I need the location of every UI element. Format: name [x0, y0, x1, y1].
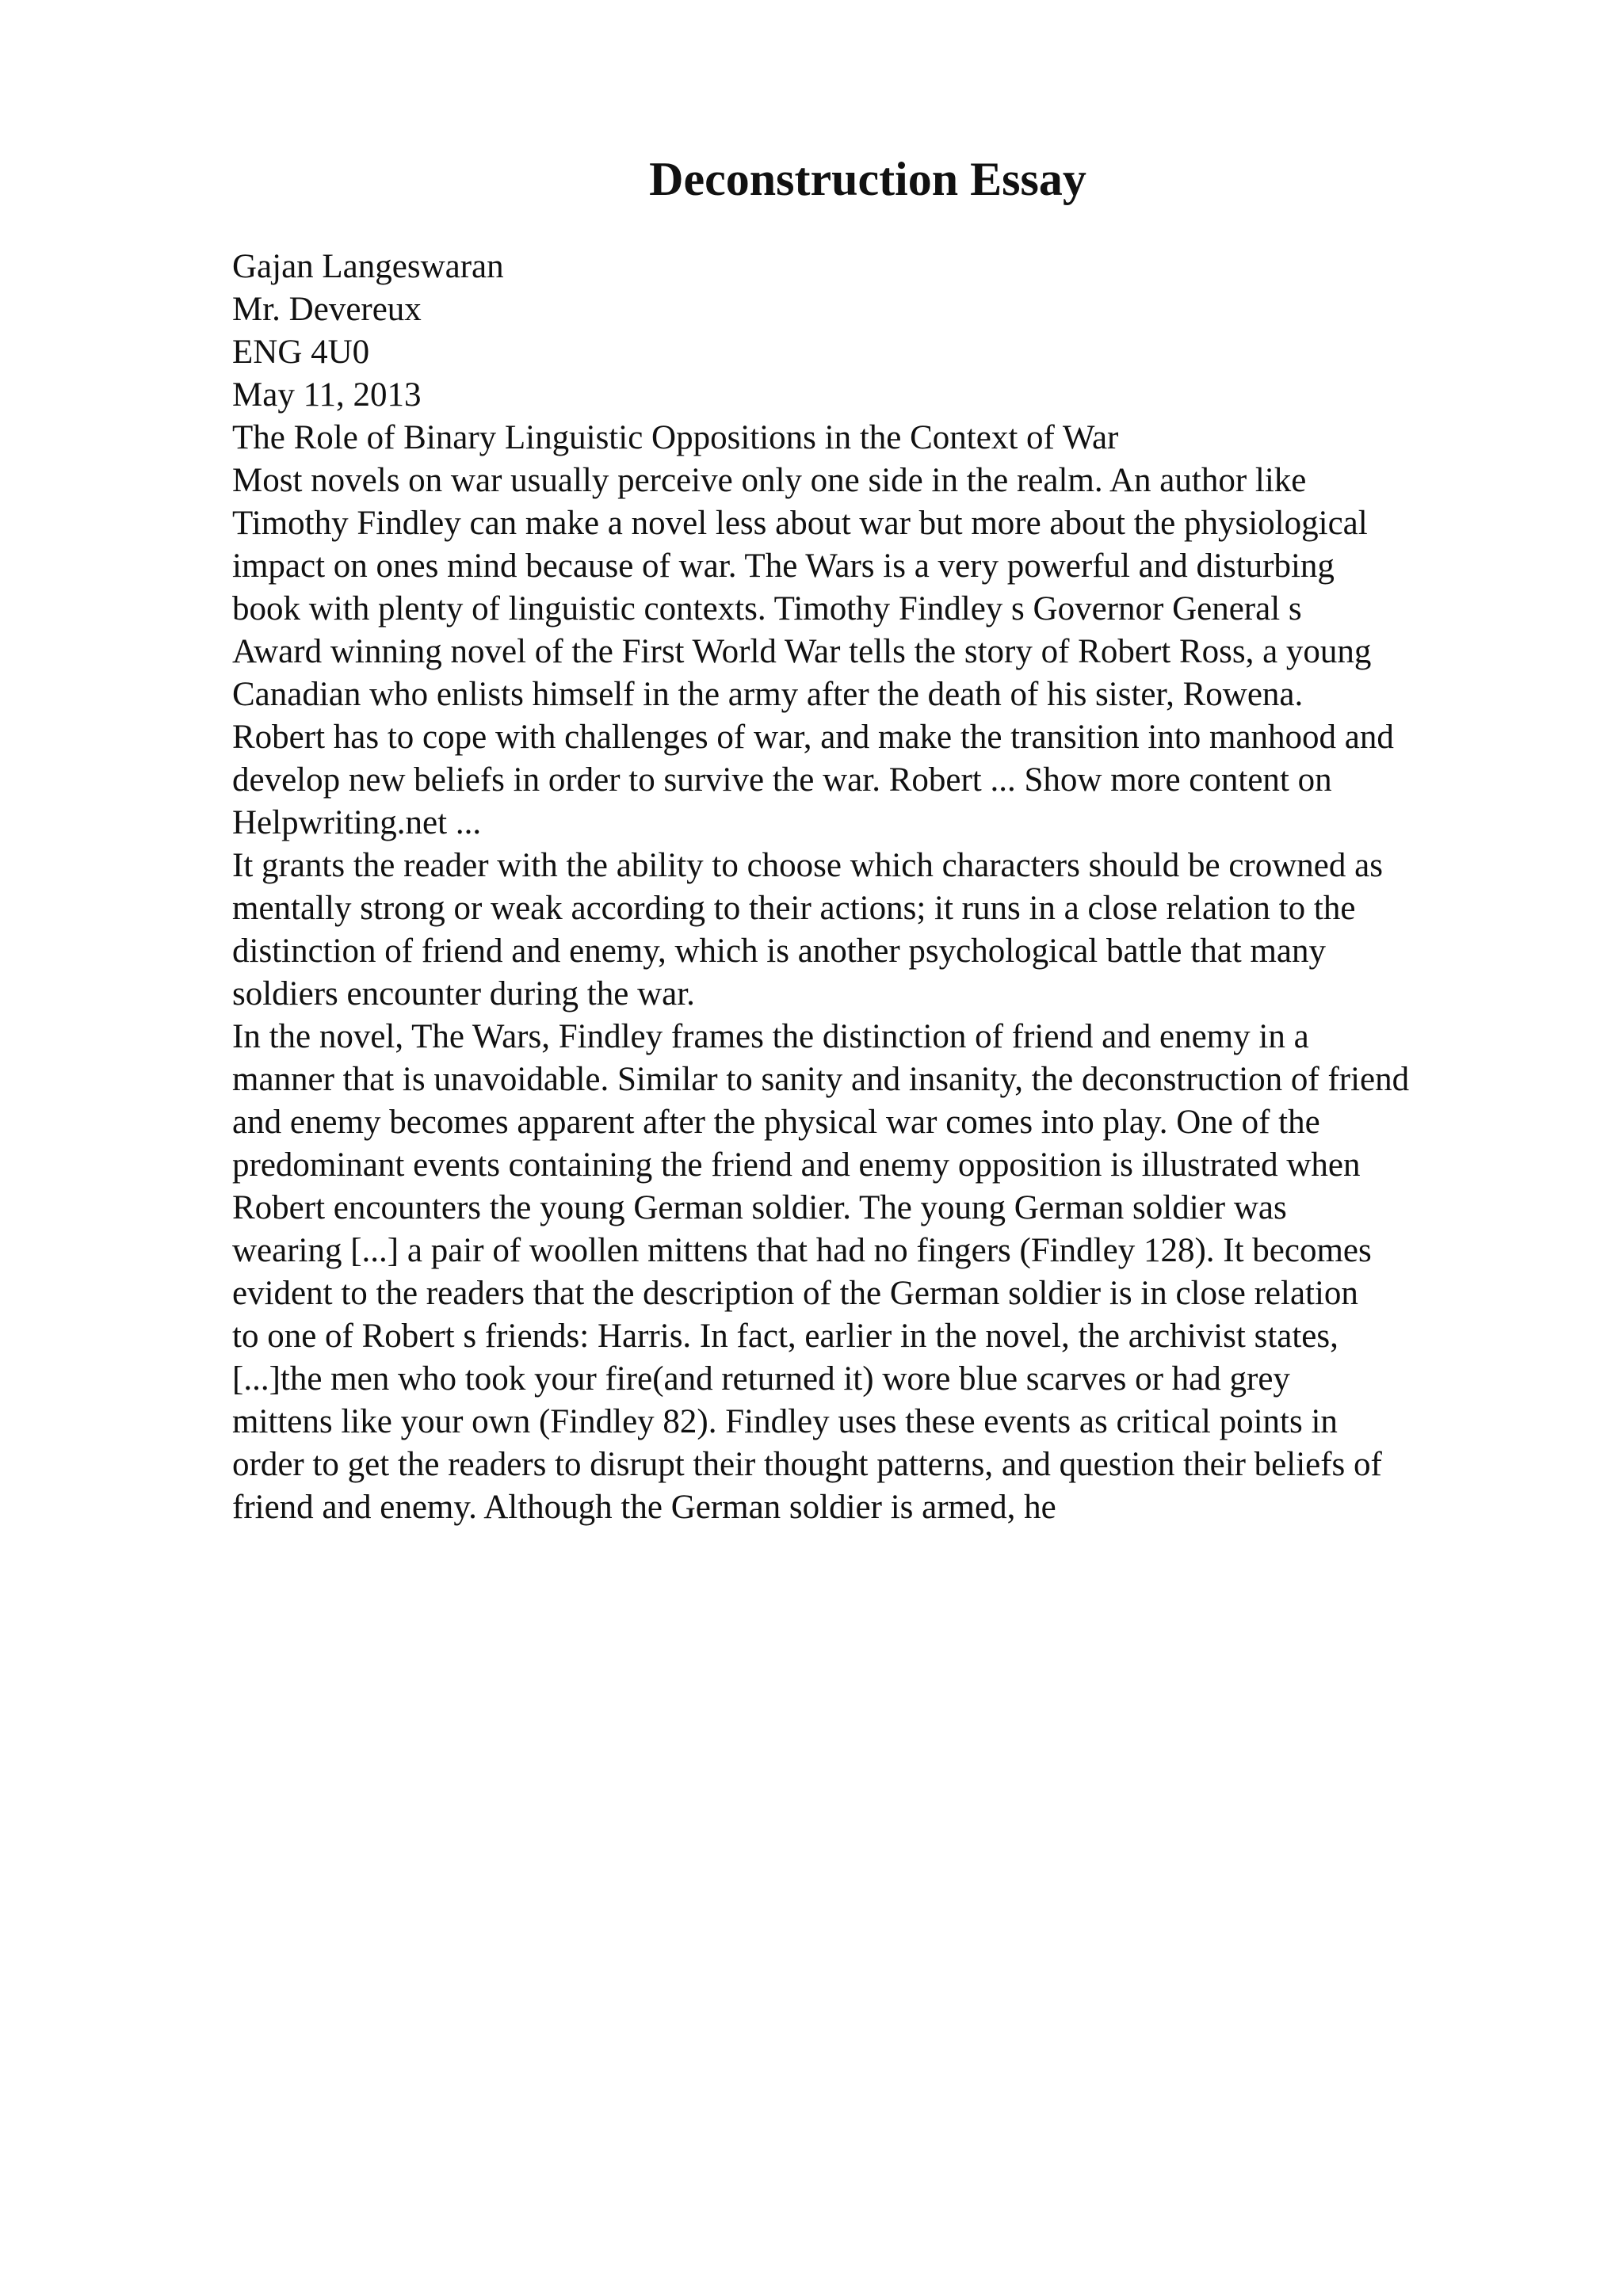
course-code: ENG 4U0: [232, 334, 370, 371]
paragraph-line: [...]the men who took your fire(and returned it) wore blue scarves or had grey: [232, 1360, 1290, 1398]
paragraph-line: and enemy becomes apparent after the physical war comes into play. One of the: [232, 1104, 1320, 1141]
paragraph-line: Award winning novel of the First World War tells the story of Robert Ross, a young: [232, 633, 1372, 670]
paragraph-line: soldiers encounter during the war.: [232, 975, 695, 1013]
paragraph-line: develop new beliefs in order to survive the war. Robert ... Show more content on: [232, 761, 1332, 799]
paragraph-line: Robert encounters the young German soldier. The young German soldier was: [232, 1189, 1287, 1226]
paragraph-line: In the novel, The Wars, Findley frames the distinction of friend and enemy in a: [232, 1018, 1309, 1055]
paragraph-line: Robert has to cope with challenges of war, and make the transition into manhood and: [232, 719, 1394, 756]
paragraph-line: evident to the readers that the description of the German soldier is in close relation: [232, 1275, 1358, 1312]
essay-subtitle: The Role of Binary Linguistic Oppositions in the Context of War: [232, 419, 1119, 456]
paragraph-line: Most novels on war usually perceive only one side in the realm. An author like: [232, 462, 1307, 499]
paragraph-line: It grants the reader with the ability to choose which characters should be crowned as: [232, 847, 1383, 884]
paragraph-line: mentally strong or weak according to their actions; it runs in a close relation to the: [232, 890, 1356, 927]
essay-body: [232, 246, 1516, 1529]
paragraph-line: Timothy Findley can make a novel less about war but more about the physiological: [232, 505, 1368, 542]
paragraph-line: Canadian who enlists himself in the army after the death of his sister, Rowena.: [232, 676, 1304, 713]
document-title: Deconstruction Essay: [649, 153, 1086, 205]
paragraph-line: wearing [...] a pair of woollen mittens that had no fingers (Findley 128). It becomes: [232, 1232, 1372, 1269]
paragraph-line: friend and enemy. Although the German soldier is armed, he: [232, 1489, 1056, 1526]
paragraph-line: mittens like your own (Findley 82). Findley uses these events as critical points in: [232, 1403, 1338, 1440]
author-name: Gajan Langeswaran: [232, 248, 504, 285]
teacher-name: Mr. Devereux: [232, 291, 422, 328]
paragraph-line: Helpwriting.net ...: [232, 804, 482, 841]
paragraph-line: book with plenty of linguistic contexts. Timothy Findley s Governor General s: [232, 590, 1302, 627]
paragraph-line: impact on ones mind because of war. The Wars is a very powerful and disturbing: [232, 547, 1335, 585]
paragraph-line: to one of Robert s friends: Harris. In fact, earlier in the novel, the archivist states,: [232, 1318, 1338, 1355]
paragraph-line: distinction of friend and enemy, which is another psychological battle that many: [232, 933, 1327, 970]
paragraph-line: predominant events containing the friend and enemy opposition is illustrated when: [232, 1146, 1361, 1184]
essay-date: May 11, 2013: [232, 376, 422, 414]
paragraph-line: manner that is unavoidable. Similar to sanity and insanity, the deconstruction of friend: [232, 1061, 1410, 1098]
paragraph-line: order to get the readers to disrupt their thought patterns, and question their beliefs of: [232, 1446, 1382, 1483]
